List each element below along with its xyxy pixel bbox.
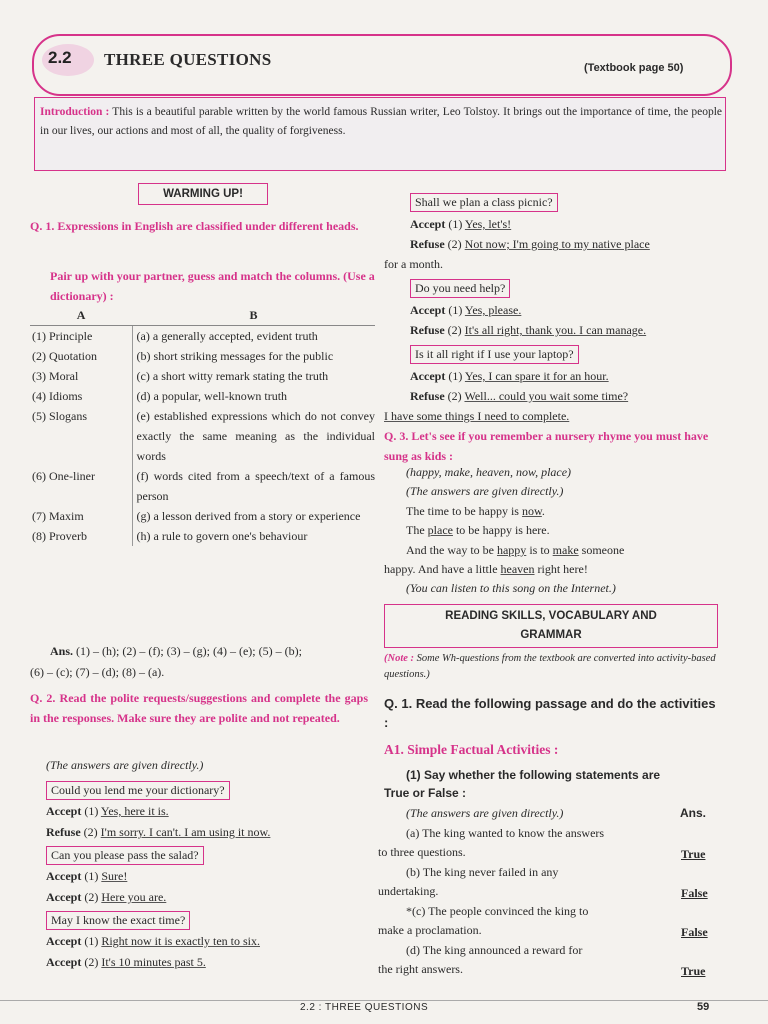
response-text: Not now; I'm going to my native place (464, 237, 650, 251)
response-num: (2) (84, 955, 99, 969)
request-question: Is it all right if I use your laptop? (410, 345, 579, 364)
note-label: (Note : (384, 653, 415, 664)
warming-up-heading: WARMING UP! (138, 183, 268, 205)
response-line (46, 931, 376, 951)
match-col-a: (6) One-liner (30, 466, 132, 506)
q1-answer-cont: (6) – (c); (7) – (d); (8) – (a). (30, 665, 165, 679)
match-row (30, 326, 375, 347)
reading-skills-heading: READING SKILLS, VOCABULARY AND GRAMMAR (384, 604, 718, 648)
tf-answer: False (681, 925, 708, 939)
response-line (384, 320, 726, 340)
response-num: (2) (447, 323, 462, 337)
request-item (46, 845, 376, 865)
response-text: Well... could you wait some time? (464, 389, 629, 403)
page-number: 59 (697, 1001, 710, 1013)
response-num: (1) (448, 217, 463, 231)
q1-number: Q. 1. (30, 219, 55, 233)
response-text: Sure! (101, 869, 128, 883)
response-num: (1) (448, 303, 463, 317)
response-line (384, 234, 726, 254)
q2-number: Q. 2. (30, 691, 56, 705)
match-col-a: (8) Proverb (30, 526, 132, 546)
tf-statement-line2: the right answers. (378, 962, 463, 976)
response-line (384, 300, 726, 320)
request-question: Can you please pass the salad? (46, 846, 204, 865)
q3-word-list: (happy, make, heaven, now, place) (406, 465, 572, 479)
response-line (46, 952, 376, 972)
match-col-a: (1) Principle (30, 326, 132, 347)
q3-text: Let's see if you remember a nursery rhyme you must have sung as kids : (384, 429, 709, 463)
response-line (46, 822, 376, 842)
response-label: Accept (410, 217, 446, 231)
tf-statement-line1: *(c) The people convinced the king to (406, 904, 589, 918)
request-item (46, 910, 376, 930)
response-line (384, 214, 726, 234)
a1-heading: A1. Simple Factual Activities : (384, 742, 559, 757)
tf-instruction-1: (1) Say whether the following statements are (406, 768, 661, 782)
tf-statement-line1: (d) The king announced a reward for (406, 943, 583, 957)
match-col-b: (b) short striking messages for the public (136, 349, 334, 363)
response-num: (2) (83, 825, 98, 839)
response-label: Refuse (410, 237, 445, 251)
q3-number: Q. 3. (384, 429, 409, 443)
tf-note: (The answers are given directly.) (406, 806, 564, 820)
response-line (384, 386, 726, 406)
introduction-body: This is a beautiful parable written by the world famous Russian writer, Leo Tolstoy. It brings out the importance of time, the people in our lives, our actions and most of all, the quality of forgiveness. (40, 106, 722, 137)
match-col-b: (e) established expressions which do not convey exactly the same meaning as the individual words (136, 409, 375, 463)
match-row (30, 366, 375, 386)
match-col-b: (h) a rule to govern one's behaviour (136, 529, 308, 543)
match-row (30, 466, 375, 506)
match-row (30, 346, 375, 366)
match-table (30, 306, 375, 546)
col-b-header: B (132, 306, 375, 326)
q2-text: Read the polite requests/suggestions and complete the gaps in the responses. Make sure they are polite and not repeated. (30, 691, 369, 725)
response-label: Refuse (410, 389, 445, 403)
rhyme-line-1: The time to be happy is now. (406, 504, 545, 518)
response-num: (2) (447, 237, 462, 251)
answer-heaven: heaven (500, 562, 535, 576)
q3-instruction (384, 426, 724, 466)
response-label: Refuse (410, 323, 445, 337)
response-num: (1) (84, 934, 99, 948)
response-label: Accept (46, 934, 82, 948)
response-cont: for a month. (384, 257, 443, 271)
tf-answer: True (681, 847, 706, 861)
tf-instruction-2: True or False : (384, 786, 467, 800)
match-col-b: (g) a lesson derived from a story or experience (136, 509, 361, 523)
request-question: Shall we plan a class picnic? (410, 193, 558, 212)
right-requests (384, 192, 726, 426)
request-question: May I know the exact time? (46, 911, 190, 930)
match-row (30, 506, 375, 526)
tf-answer: False (681, 886, 708, 900)
q2-items (46, 780, 376, 972)
match-col-b: (f) words cited from a speech/text of a famous person (136, 469, 375, 503)
tf-statement-line1: (b) The king never failed in any (406, 865, 559, 879)
match-row (30, 386, 375, 406)
response-label: Refuse (46, 825, 81, 839)
response-label: Accept (46, 955, 82, 969)
response-text: Yes, please. (464, 303, 522, 317)
q1-answer-label: Ans. (50, 644, 74, 658)
match-col-b: (a) a generally accepted, evident truth (136, 329, 318, 343)
response-line (46, 801, 376, 821)
q3-note: (The answers are given directly.) (406, 484, 564, 498)
response-text: It's 10 minutes past 5. (101, 955, 206, 969)
request-question: Do you need help? (410, 279, 510, 298)
response-text: Yes, here it is. (100, 804, 169, 818)
tf-ans-label: Ans. (680, 806, 707, 820)
response-num: (1) (84, 869, 99, 883)
q1-answer (50, 642, 380, 661)
response-line (46, 866, 376, 886)
introduction-label: Introduction : (40, 106, 110, 118)
request-item (384, 278, 726, 298)
answer-place: place (427, 523, 453, 537)
tf-statement-line2: undertaking. (378, 884, 439, 898)
q2-note: (The answers are given directly.) (46, 758, 204, 772)
tf-statement-line1: (a) The king wanted to know the answers (406, 826, 605, 840)
q1-answer-text: (1) – (h); (2) – (f); (3) – (g); (4) – (e); (5) – (b); (73, 644, 302, 658)
response-label: Accept (410, 369, 446, 383)
section-number: 2.2 (48, 48, 72, 67)
request-question: Could you lend me your dictionary? (46, 781, 230, 800)
match-col-b: (d) a popular, well-known truth (136, 389, 288, 403)
passage-instruction: Q. 1. Read the following passage and do the activities : (384, 696, 716, 730)
tf-statement-line2: to three questions. (378, 845, 466, 859)
col-a-header: A (30, 306, 132, 326)
answer-happy: happy (496, 543, 527, 557)
match-row (30, 406, 375, 466)
rhyme-line-3: And the way to be happy is to make someone (406, 543, 625, 557)
section-title: THREE QUESTIONS (104, 50, 272, 69)
response-label: Accept (46, 804, 82, 818)
match-col-a: (5) Slogans (30, 406, 132, 466)
response-num: (1) (84, 804, 99, 818)
rhyme-line-2: The place to be happy is here. (406, 523, 550, 537)
match-row (30, 526, 375, 546)
tf-statement-line2: make a proclamation. (378, 923, 482, 937)
match-col-a: (4) Idioms (30, 386, 132, 406)
match-col-a: (7) Maxim (30, 506, 132, 526)
response-label: Accept (46, 890, 82, 904)
response-text: Yes, I can spare it for an hour. (464, 369, 609, 383)
response-text: Here you are. (101, 890, 167, 904)
response-text: It's all right, thank you. I can manage. (464, 323, 647, 337)
request-item (46, 780, 376, 800)
response-label: Accept (410, 303, 446, 317)
footer-rule (0, 1000, 768, 1001)
request-item (384, 192, 726, 212)
response-num: (2) (447, 389, 462, 403)
note-text: (Note : Some Wh-questions from the textbook are converted into activity-based questions.) (384, 653, 716, 680)
textbook-page-ref: (Textbook page 50) (584, 62, 684, 74)
request-item (384, 344, 726, 364)
q1-line1: Expressions in English are classified under different heads. (57, 219, 359, 233)
match-col-b: (c) a short witty remark stating the truth (136, 369, 329, 383)
q1-line2: Pair up with your partner, guess and match the columns. (Use a dictionary) : (50, 269, 375, 303)
response-line (46, 887, 376, 907)
answer-make: make (552, 543, 579, 557)
response-text: Yes, let's! (464, 217, 512, 231)
response-label: Accept (46, 869, 82, 883)
tf-answer: True (681, 964, 706, 978)
q2-instruction (30, 688, 368, 728)
q1-instruction (30, 216, 375, 236)
response-num: (2) (84, 890, 99, 904)
rhyme-line-4: happy. And have a little heaven right here! (384, 562, 588, 576)
response-text: I'm sorry. I can't. I am using it now. (100, 825, 271, 839)
introduction-text (40, 103, 722, 141)
match-col-a: (2) Quotation (30, 346, 132, 366)
match-col-a: (3) Moral (30, 366, 132, 386)
answer-now: now (521, 504, 542, 518)
q3-listen-note: (You can listen to this song on the Internet.) (406, 581, 616, 595)
response-num: (1) (448, 369, 463, 383)
response-text: Right now it is exactly ten to six. (101, 934, 260, 948)
response-cont: I have some things I need to complete. (384, 409, 570, 423)
footer-title: 2.2 : THREE QUESTIONS (300, 1002, 429, 1013)
response-line (384, 366, 726, 386)
